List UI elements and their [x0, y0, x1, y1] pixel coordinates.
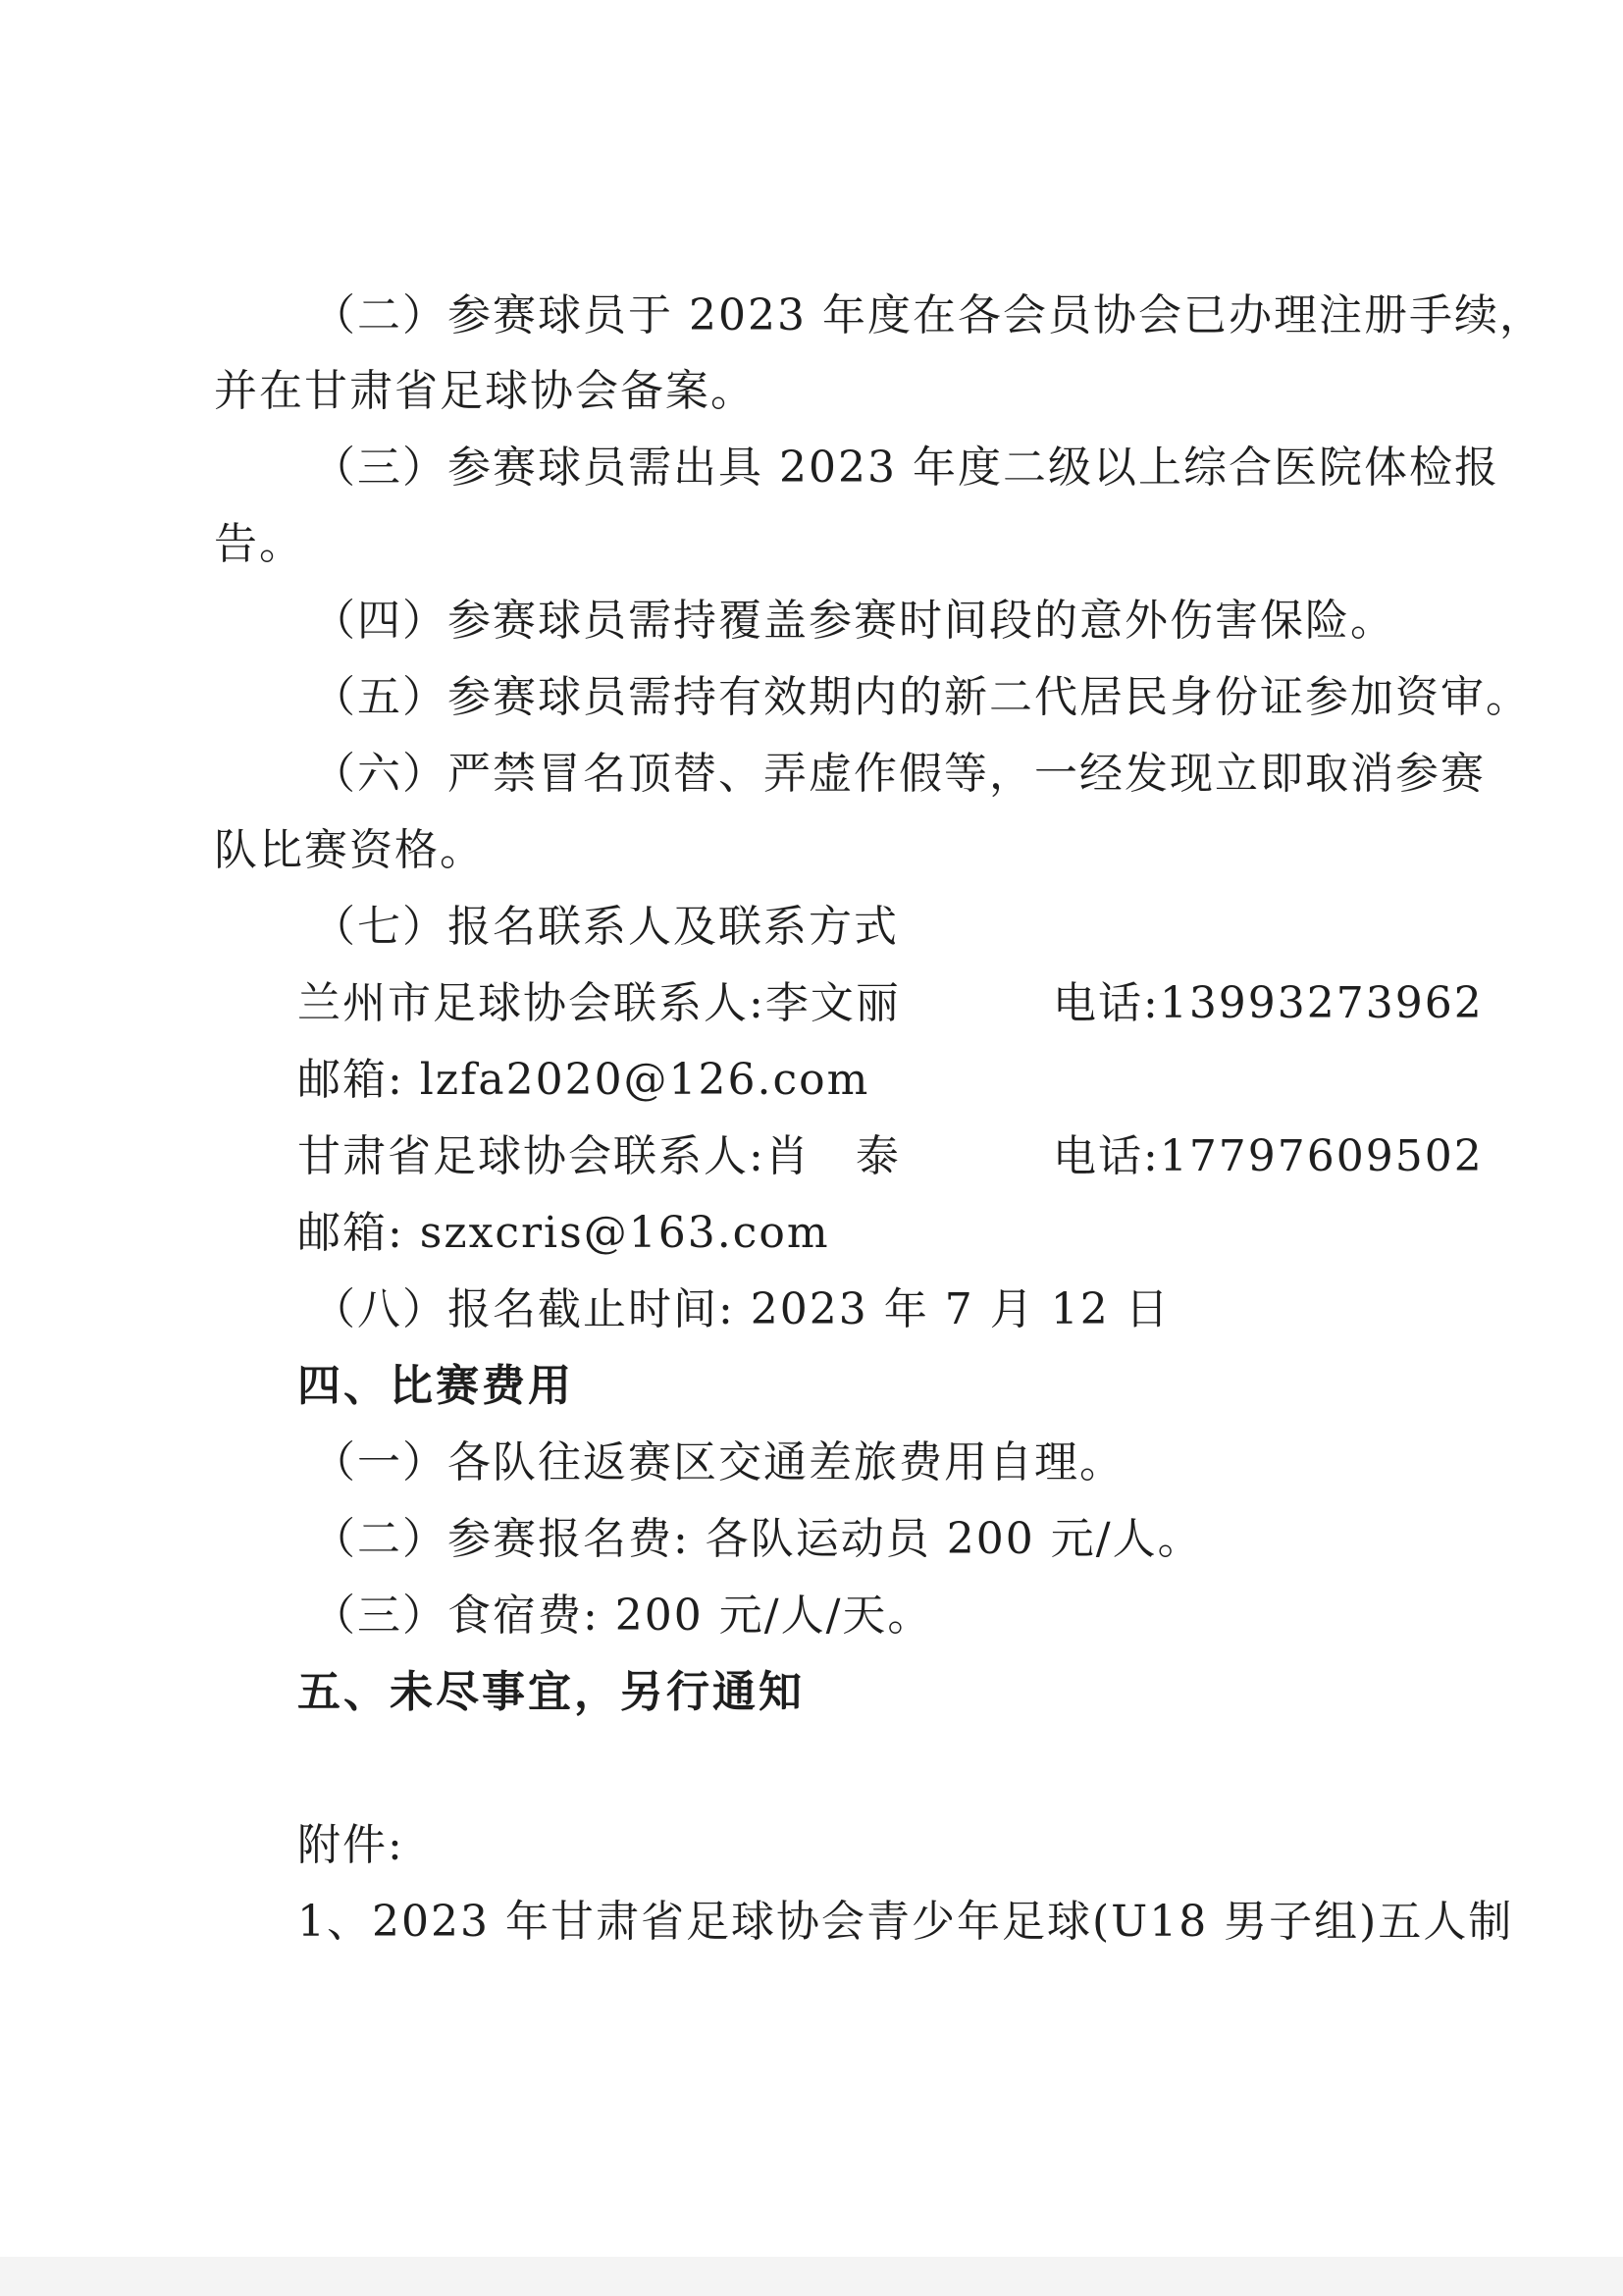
section-title-fees: 四、比赛费用 [297, 1361, 574, 1411]
contact-name-lanzhou: 兰州市足球协会联系人:李文丽 [297, 978, 901, 1028]
paragraph-line-contact-heading: （七）报名联系人及联系方式 [312, 902, 899, 952]
registration-deadline: （八）报名截止时间: 2023 年 7 月 12 日 [312, 1284, 1171, 1334]
contact-row-gansu [297, 1130, 1484, 1183]
fee-travel: （一）各队往返赛区交通差旅费用自理。 [312, 1437, 1125, 1487]
paragraph-line-id-card: （五）参赛球员需持有效期内的新二代居民身份证参加资审。 [312, 672, 1531, 722]
paragraph-line-medical-cont: 告。 [214, 519, 304, 569]
contact-email-lanzhou: 邮箱: lzfa2020@126.com [297, 1055, 870, 1105]
attachment-label: 附件: [297, 1820, 404, 1870]
scan-bottom-edge [0, 2257, 1623, 2296]
fee-registration: （二）参赛报名费: 各队运动员 200 元/人。 [312, 1514, 1203, 1564]
paragraph-line-medical: （三）参赛球员需出具 2023 年度二级以上综合医院体检报 [312, 443, 1499, 493]
paragraph-line-prohibition-cont: 队比赛资格。 [214, 825, 485, 875]
contact-phone-gansu: 电话:17797609502 [1053, 1131, 1484, 1181]
fee-board: （三）食宿费: 200 元/人/天。 [312, 1591, 933, 1641]
paragraph-line-registration: （二）参赛球员于 2023 年度在各会员协会已办理注册手续， [312, 290, 1544, 340]
contact-email-gansu: 邮箱: szxcris@163.com [297, 1208, 830, 1258]
contact-phone-lanzhou: 电话:13993273962 [1053, 978, 1484, 1028]
paragraph-line-insurance: （四）参赛球员需持覆盖参赛时间段的意外伤害保险。 [312, 596, 1395, 646]
section-title-misc: 五、未尽事宜，另行通知 [297, 1667, 805, 1717]
paragraph-line-registration-cont: 并在甘肃省足球协会备案。 [214, 366, 756, 416]
paragraph-line-prohibition: （六）严禁冒名顶替、弄虚作假等，一经发现立即取消参赛 [312, 749, 1486, 799]
attachment-item: 1、2023 年甘肃省足球协会青少年足球(U18 男子组)五人制 [297, 1897, 1514, 1947]
contact-row-lanzhou [297, 977, 1484, 1030]
contact-name-gansu: 甘肃省足球协会联系人:肖 泰 [297, 1131, 901, 1181]
